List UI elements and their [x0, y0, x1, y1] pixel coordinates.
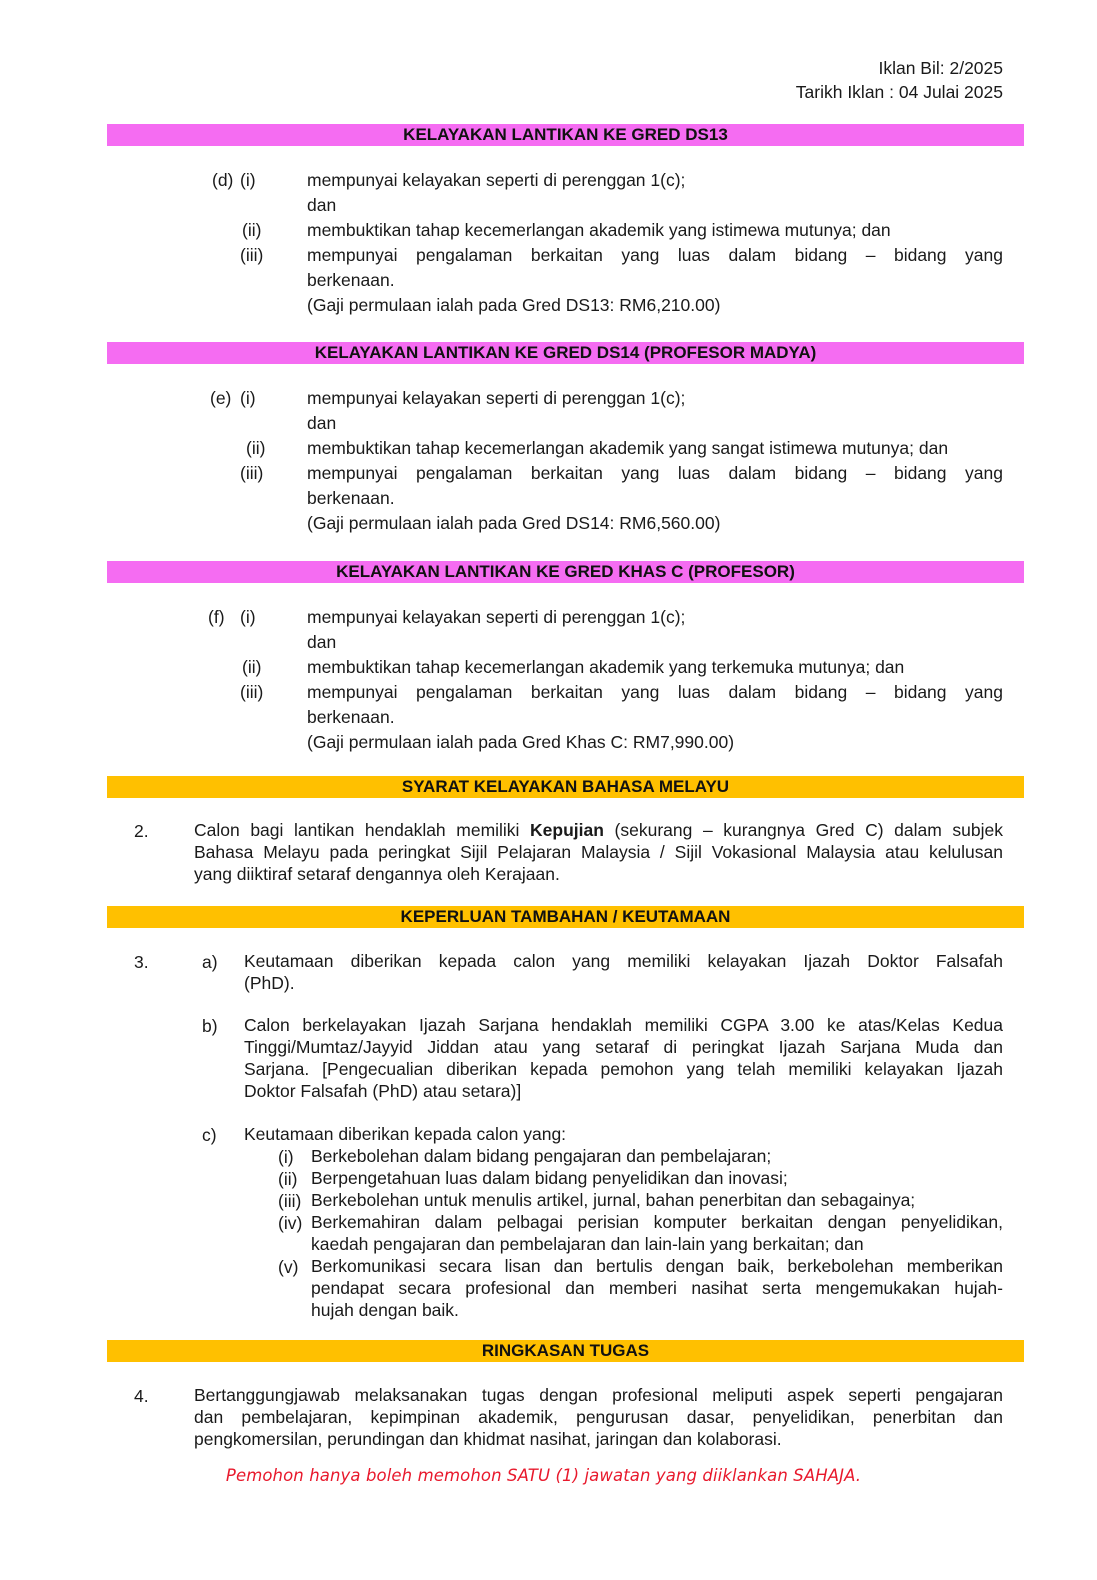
preference-label: (iii): [278, 1191, 302, 1211]
sub-line: Tinggi/Mumtaz/Jayyid Jiddan atau yang setaraf di peringkat Ijazah Sarjana Muda dan: [244, 1037, 1003, 1057]
item-text: berkenaan.: [307, 488, 395, 508]
sub-label: c): [202, 1125, 217, 1145]
preference-line: Berkemahiran dalam pelbagai perisian komputer berkaitan dengan penyelidikan,: [311, 1212, 1003, 1232]
section-banner-khas-c: KELAYAKAN LANTIKAN KE GRED KHAS C (PROFESOR): [107, 561, 1024, 583]
paragraph-number: 3.: [134, 952, 149, 972]
section-banner-ds14: KELAYAKAN LANTIKAN KE GRED DS14 (PROFESOR MADYA): [107, 342, 1024, 364]
qualification-item: [0, 386, 1097, 411]
ad-date: Tarikh Iklan : 04 Julai 2025: [795, 82, 1003, 102]
ad-reference: [796, 56, 1003, 104]
letter-label: (e): [210, 388, 232, 408]
qualification-item: [0, 218, 1097, 243]
qualification-list-ds14: [0, 386, 1097, 536]
sub-line: Keutamaan diberikan kepada calon yang memiliki kelayakan Ijazah Doktor Falsafah: [244, 951, 1003, 971]
item-text: membuktikan tahap kecemerlangan akademik yang terkemuka mutunya; dan: [307, 657, 905, 677]
letter-label: (d): [212, 170, 234, 190]
section-banner-bahasa: SYARAT KELAYAKAN BAHASA MELAYU: [107, 776, 1024, 798]
item-label: (i): [240, 170, 256, 190]
qualification-list-ds13: [0, 168, 1097, 318]
item-continuation: [0, 486, 1097, 511]
item-text: mempunyai kelayakan seperti di perenggan 1(c);: [307, 388, 686, 408]
paragraph-number: 4.: [134, 1386, 149, 1406]
item-label: (iii): [240, 245, 264, 265]
conjunction-row: [0, 411, 1097, 436]
qualification-item: [0, 461, 1097, 486]
sub-intro: Keutamaan diberikan kepada calon yang:: [244, 1124, 567, 1144]
preference-line: Berkebolehan dalam bidang pengajaran dan pembelajaran;: [311, 1146, 772, 1166]
paragraph-line: pengkomersilan, perundingan dan khidmat nasihat, jaringan dan kolaborasi.: [194, 1429, 782, 1449]
section-banner-tambahan: KEPERLUAN TAMBAHAN / KEUTAMAAN: [107, 906, 1024, 928]
item-label: (iii): [240, 682, 264, 702]
item-label: (ii): [242, 220, 262, 240]
paragraph-line: Bertanggungjawab melaksanakan tugas dengan profesional meliputi aspek seperti pengajaran: [194, 1385, 1003, 1405]
paragraph-line: yang diiktiraf setaraf dengannya oleh Kerajaan.: [194, 864, 560, 884]
paragraph-line: [194, 819, 1003, 841]
salary-text: (Gaji permulaan ialah pada Gred Khas C: RM7,990.00): [307, 732, 735, 752]
sub-line: Doktor Falsafah (PhD) atau setara)]: [244, 1081, 522, 1101]
salary-text: (Gaji permulaan ialah pada Gred DS13: RM6,210.00): [307, 295, 721, 315]
sub-line: Sarjana. [Pengecualian diberikan kepada pemohon yang telah memiliki kelayakan Ijazah: [244, 1059, 1003, 1079]
item-continuation: [0, 268, 1097, 293]
preference-label: (iv): [278, 1213, 303, 1233]
preference-line: Berpengetahuan luas dalam bidang penyelidikan dan inovasi;: [311, 1168, 788, 1188]
conjunction-text: dan: [307, 195, 337, 215]
qualification-item: [0, 436, 1097, 461]
preference-body: [311, 1145, 1003, 1167]
preference-label: (ii): [278, 1169, 298, 1189]
conjunction-row: [0, 630, 1097, 655]
paragraph-line: Bahasa Melayu pada peringkat Sijil Pelajaran Malaysia / Sijil Vokasional Malaysia atau kelulusan: [194, 842, 1003, 862]
item-text: mempunyai kelayakan seperti di perenggan 1(c);: [307, 170, 686, 190]
preference-line: hujah dengan baik.: [311, 1300, 459, 1320]
qualification-item: [0, 243, 1097, 268]
emphasis-kepujian: Kepujian: [530, 820, 604, 840]
preference-body: [311, 1255, 1003, 1321]
item-label: (i): [240, 607, 256, 627]
section-banner-tugas: RINGKASAN TUGAS: [107, 1340, 1024, 1362]
salary-row: [0, 293, 1097, 318]
conjunction-text: dan: [307, 413, 337, 433]
text-segment: (sekurang – kurangnya Gred C) dalam subjek: [603, 820, 1003, 840]
salary-row: [0, 511, 1097, 536]
qualification-item: [0, 168, 1097, 193]
text-segment: Calon bagi lantikan hendaklah memiliki: [194, 820, 531, 840]
item-continuation: [0, 705, 1097, 730]
qualification-item: [0, 680, 1097, 705]
item-text: mempunyai pengalaman berkaitan yang luas dalam bidang – bidang yang: [307, 463, 1003, 483]
preference-body: [311, 1189, 1003, 1211]
item-label: (ii): [242, 657, 262, 677]
preference-label: (i): [278, 1147, 294, 1167]
item-label: (i): [240, 388, 256, 408]
preference-label: (v): [278, 1257, 299, 1277]
paragraph-body: [194, 1384, 1003, 1450]
salary-text: (Gaji permulaan ialah pada Gred DS14: RM6,560.00): [307, 513, 721, 533]
sub-label: b): [202, 1016, 218, 1036]
preference-body: [311, 1167, 1003, 1189]
item-label: (ii): [246, 438, 266, 458]
preference-body: [311, 1211, 1003, 1255]
preference-line: Berkebolehan untuk menulis artikel, jurnal, bahan penerbitan dan sebagainya;: [311, 1190, 916, 1210]
application-notice: Pemohon hanya boleh memohon SATU (1) jawatan yang diiklankan SAHAJA.: [225, 1466, 862, 1485]
preference-line: pendapat secara profesional dan memberi nasihat serta mengemukakan hujah-: [311, 1278, 1003, 1298]
paragraph-number: 2.: [134, 821, 149, 841]
qualification-item: [0, 655, 1097, 680]
conjunction-row: [0, 193, 1097, 218]
item-text: berkenaan.: [307, 270, 395, 290]
sub-body: [244, 1123, 1003, 1145]
preference-line: Berkomunikasi secara lisan dan bertulis dengan baik, berkebolehan memberikan: [311, 1256, 1003, 1276]
paragraph-body: [194, 819, 1003, 885]
preference-line: kaedah pengajaran dan pembelajaran dan lain-lain yang berkaitan; dan: [311, 1234, 864, 1254]
item-text: mempunyai kelayakan seperti di perenggan 1(c);: [307, 607, 686, 627]
qualification-item: [0, 605, 1097, 630]
paragraph-line: dan pembelajaran, kepimpinan akademik, pengurusan dasar, penyelidikan, penerbitan dan: [194, 1407, 1003, 1427]
sub-label: a): [202, 952, 218, 972]
sub-line: Calon berkelayakan Ijazah Sarjana hendaklah memiliki CGPA 3.00 ke atas/Kelas Kedua: [244, 1015, 1003, 1035]
sub-line: (PhD).: [244, 973, 295, 993]
conjunction-text: dan: [307, 632, 337, 652]
section-banner-ds13: KELAYAKAN LANTIKAN KE GRED DS13: [107, 124, 1024, 146]
item-text: membuktikan tahap kecemerlangan akademik yang sangat istimewa mutunya; dan: [307, 438, 949, 458]
qualification-list-khas-c: [0, 605, 1097, 755]
item-text: berkenaan.: [307, 707, 395, 727]
salary-row: [0, 730, 1097, 755]
item-text: membuktikan tahap kecemerlangan akademik yang istimewa mutunya; dan: [307, 220, 891, 240]
letter-label: (f): [208, 607, 225, 627]
item-label: (iii): [240, 463, 264, 483]
ad-number: Iklan Bil: 2/2025: [878, 58, 1003, 78]
item-text: mempunyai pengalaman berkaitan yang luas dalam bidang – bidang yang: [307, 245, 1003, 265]
sub-body: [244, 1014, 1003, 1102]
sub-body: [244, 950, 1003, 994]
item-text: mempunyai pengalaman berkaitan yang luas dalam bidang – bidang yang: [307, 682, 1003, 702]
